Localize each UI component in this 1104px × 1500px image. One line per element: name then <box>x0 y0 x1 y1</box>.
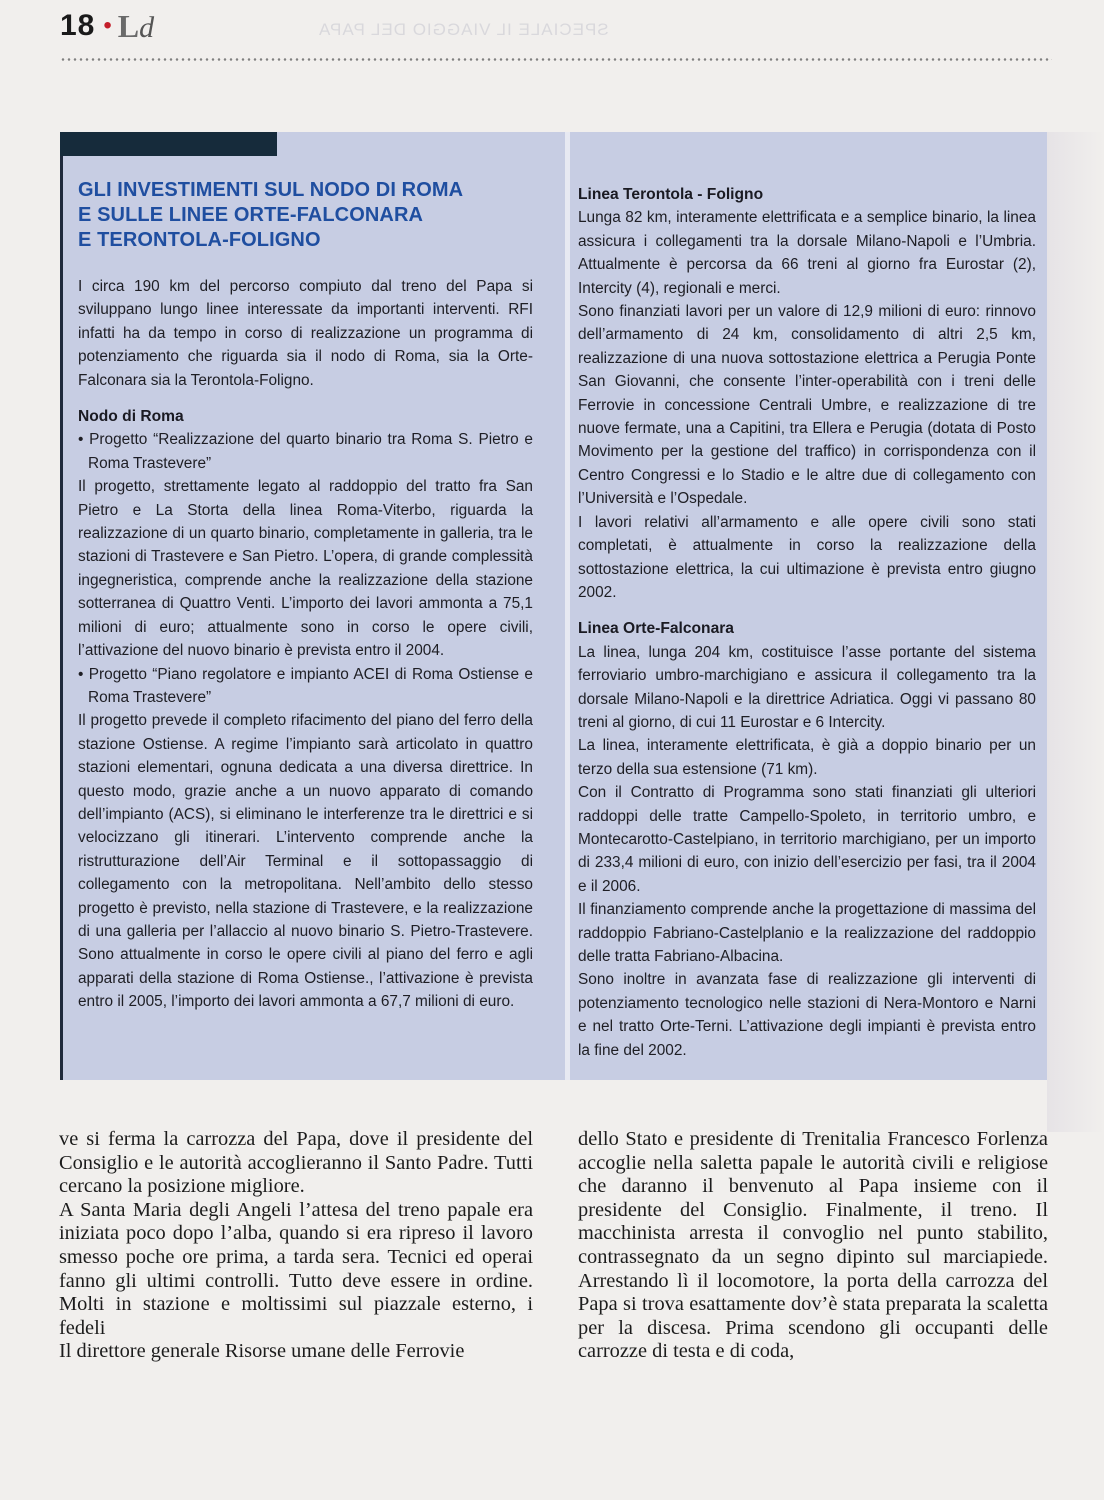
box-intro-paragraph: I circa 190 km del percorso compiuto dal treno del Papa si sviluppano lungo linee interessate da importanti interventi. RFI infatti ha da tempo in corso di realizzazione un programma di potenziamento che riguarda sia il nodo di Roma, sia la Orte-Falconara sia la Terontola-Foligno. <box>78 278 533 389</box>
project-bullet-1: • Progetto “Realizzazione del quarto binario tra Roma S. Pietro e Roma Trastevere” <box>78 431 533 472</box>
terontola-heading: Linea Terontola - Foligno <box>578 186 764 203</box>
showthrough-text: SPECIALE IL VIAGGIO DEL PAPA <box>318 20 609 39</box>
body-right-column <box>578 1128 1048 1364</box>
header-bullet: • <box>103 12 112 39</box>
project-bullet-2: • Progetto “Piano regolatore e impianto ACEI di Roma Ostiense e Roma Trastevere” <box>78 665 533 706</box>
body-left-paragraph-2: A Santa Maria degli Angeli l’attesa del treno papale era iniziata poco dopo l’alba, quando si era ripreso il lavoro smesso poche ore prima, a tarda sera. Tecnici ed operai fanno gli ultimi controlli. Tutto deve essere in ordine. Molti in stazione e moltissimi sul piazzale esterno, i fedeli <box>59 1198 533 1339</box>
orte-heading: Linea Orte-Falconara <box>578 620 734 638</box>
box-title-line-3: E TERONTOLA-FOLIGNO <box>78 229 321 251</box>
box-column-divider <box>565 132 570 1080</box>
body-left-paragraph-3: Il direttore generale Risorse umane delle Ferrovie <box>59 1340 465 1363</box>
nodo-roma-heading: Nodo di Roma <box>78 408 184 426</box>
magazine-logo <box>118 8 154 45</box>
logo-letter: L <box>117 7 140 44</box>
box-title-line-2: E SULLE LINEE ORTE-FALCONARA <box>78 204 424 226</box>
orte-paragraph-5: Sono inoltre in avanzata fase di realizzazione gli interventi di potenziamento tecnologico nelle stazioni di Nera-Montoro e Narni e nel tratto Orte-Terni. L’attivazione degli impianti è prevista entro la fine del 2002. <box>578 971 1036 1059</box>
body-left-column <box>59 1128 533 1364</box>
page-edge-shadow <box>1047 132 1104 1132</box>
page-number: 18 <box>60 9 96 42</box>
orte-paragraph-4: Il finanziamento comprende anche la progettazione di massima del raddoppio Fabriano-Castelplanio e la realizzazione del raddoppio delle tratta Fabriano-Albacina. <box>578 901 1036 965</box>
box-title-line-1: GLI INVESTIMENTI SUL NODO DI ROMA <box>78 179 464 201</box>
body-left-paragraph-1: ve si ferma la carrozza del Papa, dove il presidente del Consiglio e le autorità accoglieranno il Santo Padre. Tutti cercano la posizione migliore. <box>59 1128 533 1198</box>
logo-suffix: d <box>139 10 155 44</box>
box-title <box>78 178 533 253</box>
page-header <box>60 6 154 46</box>
orte-paragraph-2: La linea, interamente elettrificata, è già a doppio binario per un terzo della sua estensione (71 km). <box>578 737 1036 778</box>
orte-paragraph-3: Con il Contratto di Programma sono stati finanziati gli ulteriori raddoppi delle tratte Campello-Spoleto, in territorio umbro, e Montecarotto-Castelpiano, in territorio marchigiano, per un importo di 233,4 milioni di euro, con inizio dell’esercizio per fasi, tra il 2004 e il 2006. <box>578 784 1036 895</box>
box-left-rule <box>60 132 63 1080</box>
box-header-tab <box>60 132 277 156</box>
orte-paragraph-1: La linea, lunga 204 km, costituisce l’asse portante del sistema ferroviario umbro-marchigiano e assicura il collegamento tra la dorsale Milano-Napoli e la direttrice Adriatica. Oggi vi passano 80 treni al giorno, di cui 11 Eurostar e 6 Intercity. <box>578 643 1036 731</box>
box-right-column <box>578 183 1036 1062</box>
terontola-paragraph-1: Lunga 82 km, interamente elettrificata e a semplice binario, la linea assicura i collegamenti tra la dorsale Milano-Napoli e l’Umbria. Attualmente è percorsa da 66 treni al giorno fra Eurostar (2), Intercity (4), regionali e merci. <box>578 209 1036 297</box>
terontola-paragraph-3: I lavori relativi all’armamento e alle opere civili sono stati completati, è attualmente in corso la realizzazione della sottostazione elettrica, la cui ultimazione è prevista entro giugno 2002. <box>578 513 1036 601</box>
terontola-paragraph-2: Sono finanziati lavori per un valore di 12,9 milioni di euro: rinnovo dell’armamento di 24 km, consolidamento di altri 2,5 km, realizzazione di una nuova sottostazione elettrica a Perugia Ponte San Giovanni, che consente l’inter-operabilità con i treni delle Ferrovie in concessione Centrali Umbre, e realizzazione di tre nuove fermate, una a Capitini, tra Ellera e Perugia (dotata di Posto Movimento per la gestione del traffico) in corrispondenza con il Centro Congressi e lo Stadio e le altre due di collegamento con l’Università e l’Ospedale. <box>578 303 1036 508</box>
project-paragraph-2: Il progetto prevede il completo rifacimento del piano del ferro della stazione Ostiense. A regime l’impianto sarà articolato in quattro stazioni elementari, ognuna dedicata a una diversa direttrice. In questo modo, grazie anche a un nuovo apparato di comando dell’impianto (ACS), si eliminano le interferenze tra le direttrici e si velocizzano gli itinerari. L’intervento comprende anche la ristrutturazione dell’Air Terminal e il sottopassaggio di collegamento con la metropolitana. Nell’ambito dello stesso progetto è previsto, nella stazione di Trastevere, e la realizzazione di una galleria per l’allaccio al nuovo binario S. Pietro-Trastevere. Sono attualmente in corso le opere civili al piano del ferro e agli apparati della stazione di Roma Ostiense., l’attivazione è prevista entro il 2005, l’importo dei lavori ammonta a 67,7 milioni di euro. <box>78 712 533 1011</box>
box-left-column <box>78 178 533 1014</box>
dotted-rule <box>60 58 1052 61</box>
project-paragraph-1: Il progetto, strettamente legato al raddoppio del tratto fra San Pietro e La Storta della linea Roma-Viterbo, riguarda la realizzazione di un quarto binario, completamente in galleria, tra le stazioni di Trastevere e San Pietro. L’opera, di grande complessità ingegneristica, comprende anche la realizzazione della stazione sotterranea di Quattro Venti. L’importo dei lavori ammonta a 75,1 milioni di euro; attualmente sono in corso le opere civili, l’attivazione del nuovo binario è prevista entro il 2004. <box>78 478 533 660</box>
body-right-paragraph-1: dello Stato e presidente di Trenitalia Francesco Forlenza accoglie nella saletta papale le autorità civili e religiose che daranno il benvenuto al Papa insieme con il presidente del Consiglio. Finalmente, il treno. Il macchinista arresta il convoglio nel punto stabilito, contrassegnato da un segno dipinto sul marciapiede. Arrestando lì il locomotore, la porta della carrozza del Papa si trova esattamente dov’è stata preparata la scaletta per la discesa. Prima scendono gli occupanti delle carrozze di testa e di coda, <box>578 1128 1048 1363</box>
